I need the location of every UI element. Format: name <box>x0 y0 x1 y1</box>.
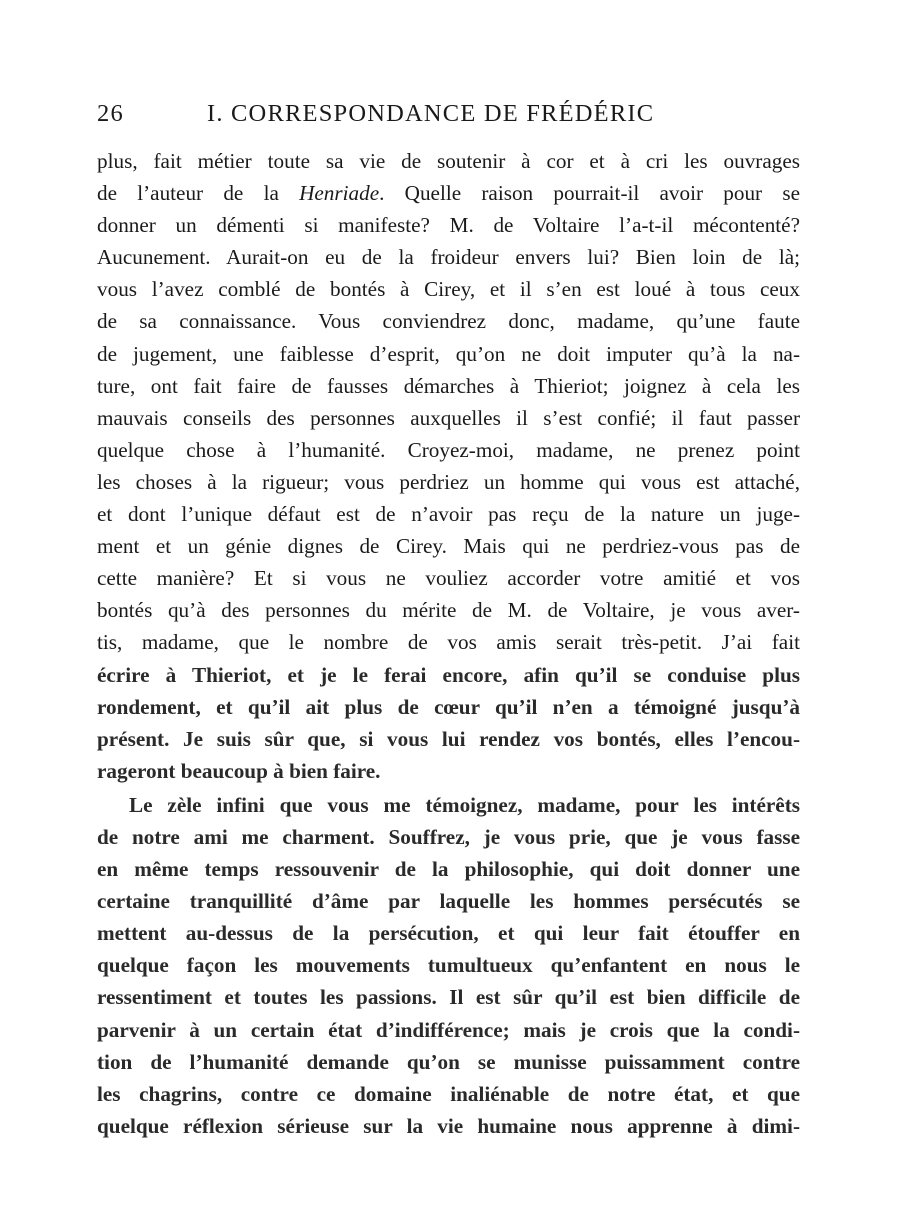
text-line: mettent au-dessus de la persécution, et qui leur fait étouffer en <box>97 921 800 946</box>
text-line: quelque chose à l’humanité. Croyez-moi, madame, ne prenez point <box>97 437 800 462</box>
text-line: les chagrins, contre ce domaine inaliénable de notre état, et que <box>97 1081 800 1106</box>
text-line: en même temps ressouvenir de la philosophie, qui doit donner une <box>97 857 800 882</box>
text-line: mauvais conseils des personnes auxquelles il s’est confié; il faut passer <box>97 405 800 430</box>
text-line: de notre ami me charment. Souffrez, je vous prie, que je vous fasse <box>97 824 800 849</box>
text-line: de l’auteur de la Henriade. Quelle raison pourrait-il avoir pour se <box>97 181 800 206</box>
text-line: écrire à Thieriot, et je le ferai encore, afin qu’il se conduise plus <box>97 662 800 687</box>
body-text <box>97 145 800 1142</box>
text-line: présent. Je suis sûr que, si vous lui rendez vos bontés, elles l’encou- <box>97 726 800 751</box>
text-line: quelque façon les mouvements tumultueux qu’enfantent en nous le <box>97 953 800 978</box>
text-line: rondement, et qu’il ait plus de cœur qu’il n’en a témoigné jusqu’à <box>97 694 800 719</box>
text-line: rageront beaucoup à bien faire. <box>97 758 381 783</box>
text-line: Le zèle infini que vous me témoignez, madame, pour les intérêts <box>129 792 800 817</box>
work-title-henriade: Henriade <box>299 181 380 206</box>
text-line: Aucunement. Aurait-on eu de la froideur envers lui? Bien loin de là; <box>97 245 800 270</box>
text-line: ture, ont fait faire de fausses démarches à Thieriot; joignez à cela les <box>97 373 800 398</box>
text-line: bontés qu’à des personnes du mérite de M. de Voltaire, je vous aver- <box>97 598 800 623</box>
text-line: quelque réflexion sérieuse sur la vie humaine nous apprenne à dimi- <box>97 1113 800 1138</box>
text-line: de sa connaissance. Vous conviendrez donc, madame, qu’une faute <box>97 309 800 334</box>
text-line: donner un démenti si manifeste? M. de Voltaire l’a-t-il mécontenté? <box>97 213 800 238</box>
running-title: I. CORRESPONDANCE DE FRÉDÉRIC <box>207 100 655 127</box>
paragraph <box>97 145 800 787</box>
text-line: tis, madame, que le nombre de vos amis serait très-petit. J’ai fait <box>97 630 800 655</box>
text-line: les choses à la rigueur; vous perdriez un homme qui vous est attaché, <box>97 469 800 494</box>
paragraph <box>97 789 800 1142</box>
page-header <box>97 100 800 136</box>
text-line: de jugement, une faiblesse d’esprit, qu’on ne doit imputer qu’à la na- <box>97 341 800 366</box>
text-line: parvenir à un certain état d’indifférence; mais je crois que la condi- <box>97 1017 800 1042</box>
text-line: vous l’avez comblé de bontés à Cirey, et il s’en est loué à tous ceux <box>97 277 800 302</box>
text-line: ment et un génie dignes de Cirey. Mais qui ne perdriez-vous pas de <box>97 534 800 559</box>
text-line: tion de l’humanité demande qu’on se munisse puissamment contre <box>97 1049 800 1074</box>
text-line: ressentiment et toutes les passions. Il est sûr qu’il est bien difficile de <box>97 985 800 1010</box>
text-line: certaine tranquillité d’âme par laquelle les hommes persécutés se <box>97 889 800 914</box>
text-line: cette manière? Et si vous ne vouliez accorder votre amitié et vos <box>97 566 800 591</box>
text-line: plus, fait métier toute sa vie de soutenir à cor et à cri les ouvrages <box>97 149 800 173</box>
text-line: et dont l’unique défaut est de n’avoir pas reçu de la nature un juge- <box>97 502 800 527</box>
page-number: 26 <box>97 100 124 127</box>
